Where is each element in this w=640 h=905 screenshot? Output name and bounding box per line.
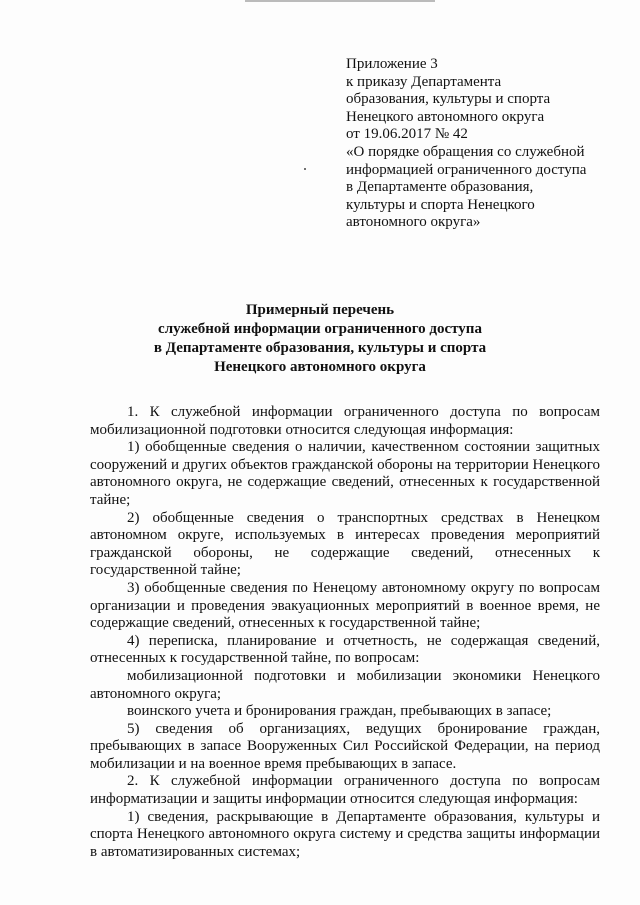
document-title — [0, 301, 640, 377]
appendix-header — [346, 56, 636, 232]
appendix-line: Ненецкого автономного округа — [346, 108, 545, 125]
appendix-line: культуры и спорта Ненецкого — [346, 196, 535, 213]
title-line: служебной информации ограниченного доступа — [158, 321, 482, 337]
appendix-line: «О порядке обращения со служебной — [346, 143, 585, 160]
document-body — [90, 404, 600, 861]
title-line: Примерный перечень — [245, 302, 395, 318]
appendix-line: Приложение 3 — [346, 56, 438, 72]
paragraph-item-1-2: 2) обобщенные сведения о транспортных средствах в Ненецком автономном округе, используемых в интересах проведения мероприятий гражданской обороны, не содержащие сведений, отнесенных к государственной тайне; — [90, 509, 600, 579]
paragraph-item-1-1: 1) обобщенные сведения о наличии, качественном состоянии защитных сооружений и других объектов гражданской обороны на территории Ненецкого автономного округа, не содержащие сведений, отнесенных к государственной тайне; — [90, 439, 600, 508]
paragraph-subitem-military-registration: воинского учета и бронирования граждан, пребывающих в запасе; — [127, 703, 552, 720]
appendix-line: информацией ограниченного доступа — [346, 161, 587, 178]
appendix-line: к приказу Департамента — [346, 73, 502, 90]
top-edge-rule — [245, 0, 435, 2]
paragraph-item-1-3: 3) обобщенные сведения по Ненецому автономному округу по вопросам организации и проведения эвакуационных мероприятий в военное время, не содержащие сведений, отнесенных к государственной тайне; — [90, 579, 600, 632]
appendix-line: в Департаменте образования, — [346, 179, 534, 196]
paragraph-section-2: 2. К служебной информации ограниченного доступа по вопросам информатизации и защиты информации относится следующая информация: — [90, 773, 600, 808]
paragraph-section-1: 1. К служебной информации ограниченного доступа по вопросам мобилизационной подготовки относится следующая информация: — [90, 404, 600, 438]
title-line: Ненецкого автономного округа — [214, 359, 426, 375]
paragraph-item-2-1: 1) сведения, раскрывающие в Департаменте образования, культуры и спорта Ненецкого автономного округа систему и средства защиты информации в автоматизированных системах; — [90, 808, 600, 860]
appendix-line: автономного округа» — [346, 214, 481, 231]
paragraph-item-1-4: 4) переписка, планирование и отчетность, не содержащая сведений, отнесенных к государственной тайне, по вопросам: — [90, 632, 600, 667]
appendix-line: образования, культуры и спорта — [346, 91, 551, 108]
scan-speck — [304, 168, 306, 170]
title-line: в Департаменте образования, культуры и спорта — [153, 340, 487, 356]
paragraph-item-1-5: 5) сведения об организациях, ведущих бронирование граждан, пребывающих в запасе Вооруженных Сил Российской Федерации, на период мобилизации и на военное время пребывающих в запасе. — [90, 720, 600, 772]
paragraph-subitem-mobilization: мобилизационной подготовки и мобилизации экономики Ненецкого автономного округа; — [90, 667, 600, 702]
appendix-line: от 19.06.2017 № 42 — [346, 126, 468, 143]
